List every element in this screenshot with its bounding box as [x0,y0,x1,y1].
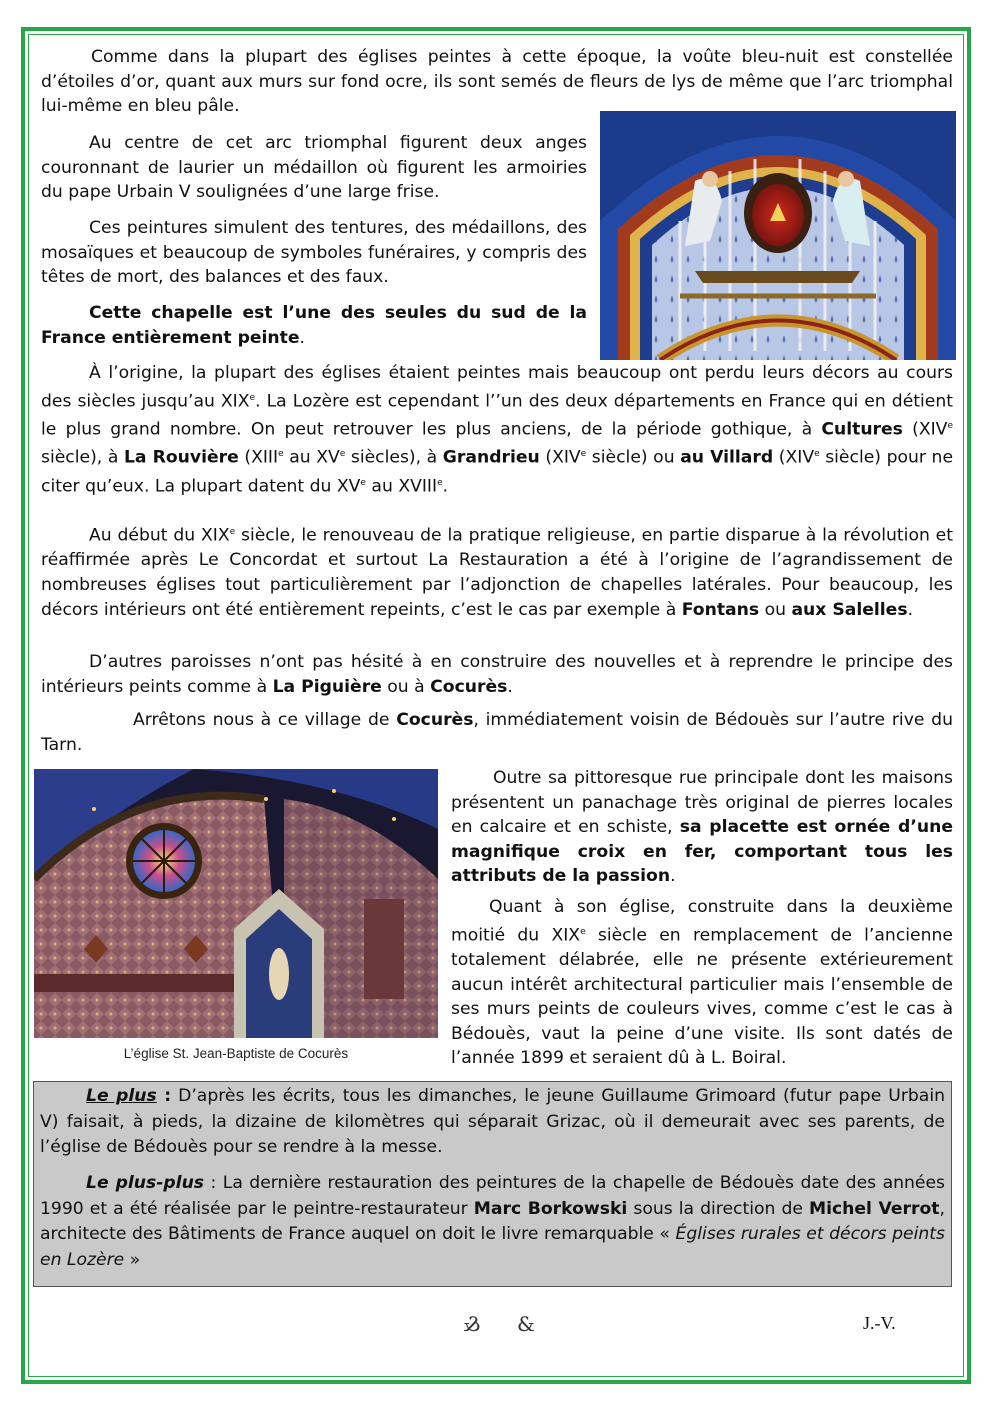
paragraph-placette [451,766,953,889]
text: Arrêtons nous à ce village de [133,710,397,730]
paragraph-chapel [41,301,587,350]
text: , architecte des Bâtiments de France auquel on doit le livre remarquable « [40,1198,945,1244]
place-cocures: Cocurès [430,676,508,697]
church-interior-photo [34,769,438,1038]
text: D’après les écrits, tous les dimanches, le jeune Guillaume Grimoard (futur pape Urbain V) faisait, à pieds, la dizaine de kilomètres qui séparait Grizac, où il demeurait avec ses parents, de l’église de Bédouès pour se rendre à la messe. [40,1086,945,1157]
chapel-statement-end: . [299,327,306,348]
text: , immédiatement voisin de Bédouès sur l’autre rive du Tarn. [41,710,953,755]
ornament-right-icon: & [517,1312,535,1336]
place-grandrieu: Grandrieu [442,447,540,468]
sup: e [947,420,953,431]
placette-statement: sa placette est ornée d’une magnifique croix en fer, comportant tous les attributs de la passion [451,817,953,887]
sup: e [437,477,443,488]
text: (XIV [773,447,815,468]
text: siècle en remplacement de l’ancienne totalement délabrée, elle ne présente extérieurement aucun intérêt architectural particulier mais l’ensemble de ses murs peints de couleurs vives, comme c’est le cas à Bédouès, vaut la peine d’une visite. Ils sont datés de l’année 1899 et seraient dû à L. Boiral. [451,925,953,1069]
text: siècle), à [41,447,124,468]
le-plus-label: Le plus [86,1086,157,1106]
sup: e [814,449,820,460]
box-le-plus-plus [40,1171,945,1273]
sup: e [229,527,236,537]
book-title: Églises rurales et décors peints en Lozère [40,1224,945,1270]
sup: e [580,449,587,460]
sup: e [249,392,256,403]
chapel-statement: Cette chapelle est l’une des seules du sud de la France entièrement peinte [41,303,587,348]
paragraph-arch: Au centre de cet arc triomphal figurent deux anges couronnant de laurier un médaillon où figurent les armoiries du pape Urbain V soulignées d’une large frise. [41,133,587,203]
text: ou [759,599,792,620]
text: siècle) ou [586,447,681,468]
place-salelles: aux Salelles [791,599,908,620]
text: siècle) pour ne citer qu’eux. La plupart datent du XV [41,447,954,497]
text: siècle, le renouveau de la pratique religieuse, en partie disparue à la révolution et réaffirmée après Le Concordat et surtout La Restauration a été à l’origine de l’agrandissement de nombreuses églises tout particulièrement par l’adjonction de chapelles latérales. Pour beaucoup, les décors intérieurs ont été entièrement repeints, c’est le cas par exemple à [41,525,953,620]
name-marc-borkowski: Marc Borkowski [473,1198,628,1219]
paragraph-paintings: Ces peintures simulent des tentures, des médaillons, des mosaïques et beaucoup de symboles funéraires, y compris des têtes de mort, des balances et des faux. [41,218,587,288]
text: Au début du XIX [89,525,230,546]
name-michel-verrot: Michel Verrot [808,1198,940,1219]
text: . [907,599,914,620]
text: (XIV [902,419,948,440]
text: : La dernière restauration des peintures de la chapelle de Bédouès date des années 1990 et a été réalisée par le peintre-restaurateur [40,1173,945,1219]
paragraph-19th-century [41,520,953,622]
text: À l’origine, la plupart des églises étaient peintes mais beaucoup ont perdu leurs décors au cours des siècles jusqu’au XIX [41,363,953,412]
photo-caption: L’église St. Jean-Baptiste de Cocurès [123,1046,349,1061]
text: siècles), à [345,447,443,468]
place-la-piguiere: La Piguière [272,676,382,697]
text: . [670,866,676,887]
info-box [33,1081,952,1287]
place-cocures-2: Cocurès [396,710,474,730]
author-signature: J.-V. [863,1313,896,1333]
sup: e [360,477,366,488]
text: Quant à son église, construite dans la deuxième moitié du XIX [451,897,953,946]
text: ou à [381,676,431,697]
text: sous la direction de [627,1198,809,1219]
text: . [442,476,449,497]
text: » [124,1249,141,1270]
paragraph-vault: Comme dans la plupart des églises peintes à cette époque, la voûte bleu-nuit est constellée d’étoiles d’or, quant aux murs sur fond ocre, ils sont semés de fleurs de lys de même que l’arc triomphal lui-même en bleu pâle. [41,47,953,117]
box-le-plus [40,1084,945,1161]
paragraph-origin [41,361,953,499]
sup: e [278,449,284,460]
text: . [507,676,513,697]
place-cultures: Cultures [821,419,903,440]
text: au XV [283,447,340,468]
paragraph-church [451,895,953,1071]
place-villard: au Villard [680,447,774,468]
text: . La Lozère est cependant l’’un des deux départements en France qui en détient le plus grand nombre. On peut retrouver les plus anciens, de la période gothique, à [41,391,953,440]
place-la-rouviere: La Rouvière [123,447,239,468]
text: (XIII [238,447,279,468]
sup: e [580,926,586,937]
text: Outre sa pittoresque rue principale dont les maisons présentent un panachage très original de pierres locales en calcaire et en schiste, [451,768,953,838]
triumphal-arch-photo [600,111,956,360]
colon: : [156,1086,172,1106]
place-fontans: Fontans [681,599,760,620]
text: D’autres paroisses n’ont pas hésité à en construire des nouvelles et à reprendre le principe des intérieurs peints comme à [41,652,953,697]
text: (XIV [539,447,581,468]
paragraph-cocures-village [41,708,953,757]
ornament-left-icon: & [463,1312,481,1336]
text: au XVIII [365,476,438,497]
paragraph-other-parishes [41,650,953,699]
le-plus-plus-label: Le plus-plus [86,1173,205,1193]
sup: e [339,449,346,460]
